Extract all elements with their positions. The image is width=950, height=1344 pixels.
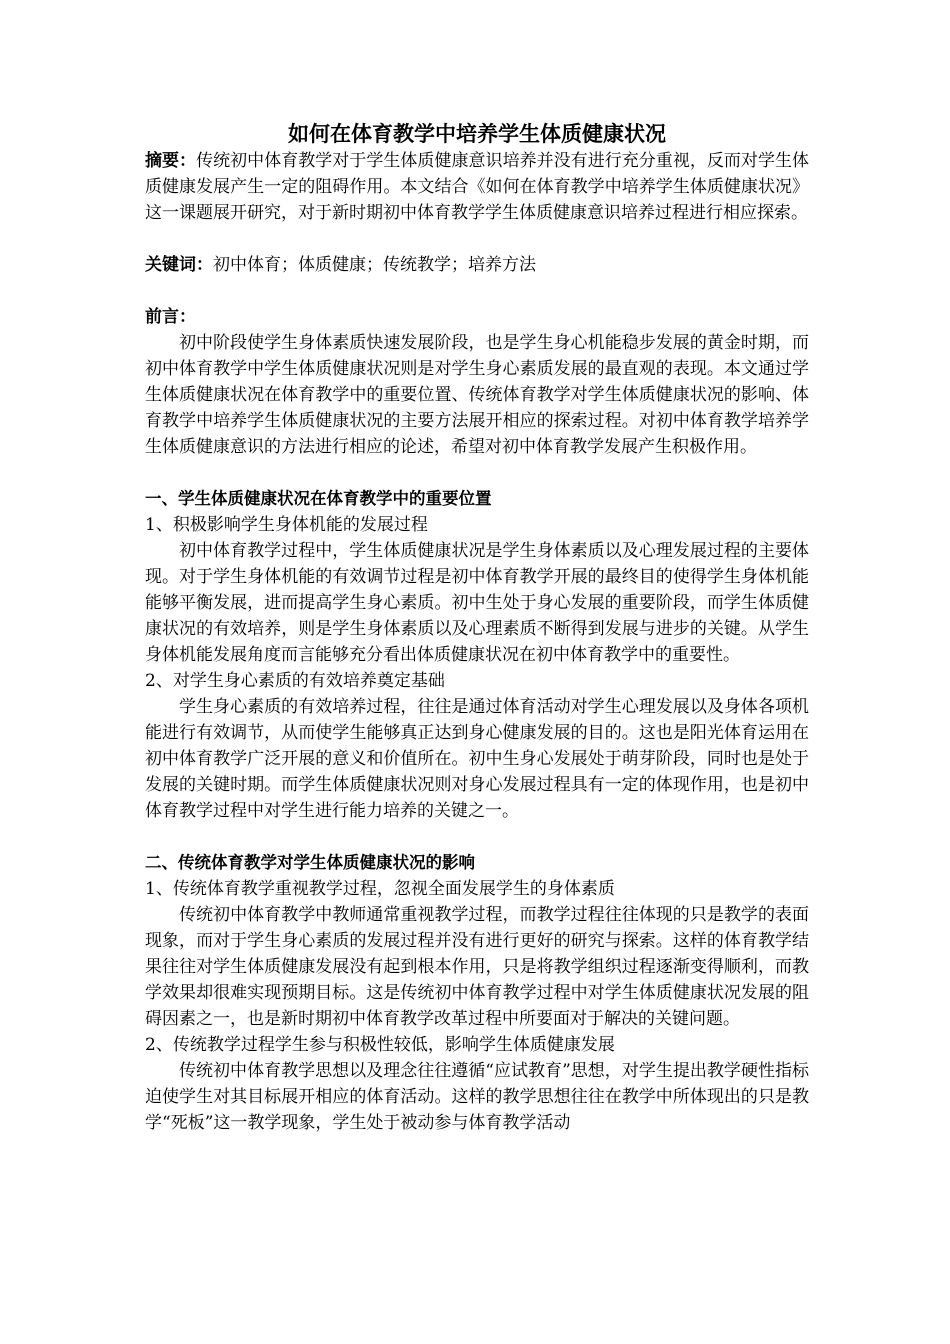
section-heading: 一、学生体质健康状况在体育教学中的重要位置 bbox=[145, 489, 492, 508]
subsection-title: 1、积极影响学生身体机能的发展过程 bbox=[145, 515, 428, 535]
preface-label: 前言： bbox=[145, 307, 196, 327]
subsection-title: 2、对学生身心素质的有效培养奠定基础 bbox=[145, 671, 445, 691]
abstract-text: 传统初中体育教学对于学生体质健康意识培养并没有进行充分重视，反而对学生体质健康发展产生一定的阻碍作用。本文结合《如何在体育教学中培养学生体质健康状况》这一课题展开研究，对于新时期初中体育教学学生体质健康意识培养过程进行相应探索。 bbox=[145, 151, 810, 223]
spacer bbox=[145, 460, 809, 486]
subsection-text: 学生身心素质的有效培养过程，往往是通过体育活动对学生心理发展以及身体各项机能进行有效调节，从而使学生能够真正达到身心健康发展的目的。这也是阳光体育运用在初中体育教学广泛开展的意义和价值所在。初中生身心发展处于萌芽阶段，同时也是处于发展的关键时期。而学生体质健康状况则对身心发展过程具有一定的体现作用，也是初中体育教学过程中对学生进行能力培养的关键之一。 bbox=[145, 697, 809, 821]
keywords-paragraph bbox=[145, 252, 809, 278]
subsection-text: 初中体育教学过程中，学生体质健康状况是学生身体素质以及心理发展过程的主要体现。对于学生身体机能的有效调节过程是初中体育教学开展的最终目的使得学生身体机能能够平衡发展，进而提高学生身心素质。初中生处于身心发展的重要阶段，而学生体质健康状况的有效培养，则是学生身体素质以及心理素质不断得到发展与进步的关键。从学生身体机能发展角度而言能够充分看出体质健康状况在初中体育教学中的重要性。 bbox=[145, 541, 809, 665]
document-title: 如何在体育教学中培养学生体质健康状况 bbox=[288, 122, 666, 146]
spacer bbox=[145, 226, 809, 252]
preface-text: 初中阶段使学生身体素质快速发展阶段，也是学生身心机能稳步发展的黄金时期，而初中体育教学中学生体质健康状况则是对学生身心素质发展的最直观的表现。本文通过学生体质健康状况在体育教学中的重要位置、传统体育教学对学生体质健康状况的影响、体育教学中培养学生体质健康状况的主要方法展开相应的探索过程。对初中体育教学培养学生体质健康意识的方法进行相应的论述，希望对初中体育教学发展产生积极作用。 bbox=[145, 333, 809, 457]
keywords-text: 初中体育；体质健康；传统教学；培养方法 bbox=[213, 255, 536, 275]
preface-label-line bbox=[145, 304, 809, 330]
subsection-text: 传统初中体育教学中教师通常重视教学过程，而教学过程往往体现的只是教学的表面现象，而对于学生身心素质的发展过程并没有进行更好的研究与探索。这样的体育教学结果往往对学生体质健康发展没有起到根本作用，只是将教学组织过程逐渐变得顺利，而教学效果却很难实现预期目标。这是传统初中体育教学过程中对学生体质健康状况发展的阻碍因素之一，也是新时期初中体育教学改革过程中所要面对于解决的关键问题。 bbox=[145, 905, 809, 1029]
spacer bbox=[145, 278, 809, 304]
spacer bbox=[145, 824, 809, 850]
section-heading: 二、传统体育教学对学生体质健康状况的影响 bbox=[145, 853, 475, 872]
abstract-paragraph bbox=[145, 148, 809, 226]
subsection-title: 1、传统体育教学重视教学过程，忽视全面发展学生的身体素质 bbox=[145, 879, 615, 899]
subsection-text: 传统初中体育教学思想以及理念往往遵循“应试教育”思想，对学生提出教学硬性指标迫使学生对其目标展开相应的体育活动。这样的教学思想往往在教学中所体现出的只是教学“死板”这一教学现象，学生处于被动参与体育教学活动 bbox=[145, 1061, 809, 1133]
keywords-label: 关键词： bbox=[145, 255, 213, 275]
subsection-title: 2、传统教学过程学生参与积极性较低，影响学生体质健康发展 bbox=[145, 1035, 615, 1055]
abstract-label: 摘要： bbox=[145, 151, 197, 171]
